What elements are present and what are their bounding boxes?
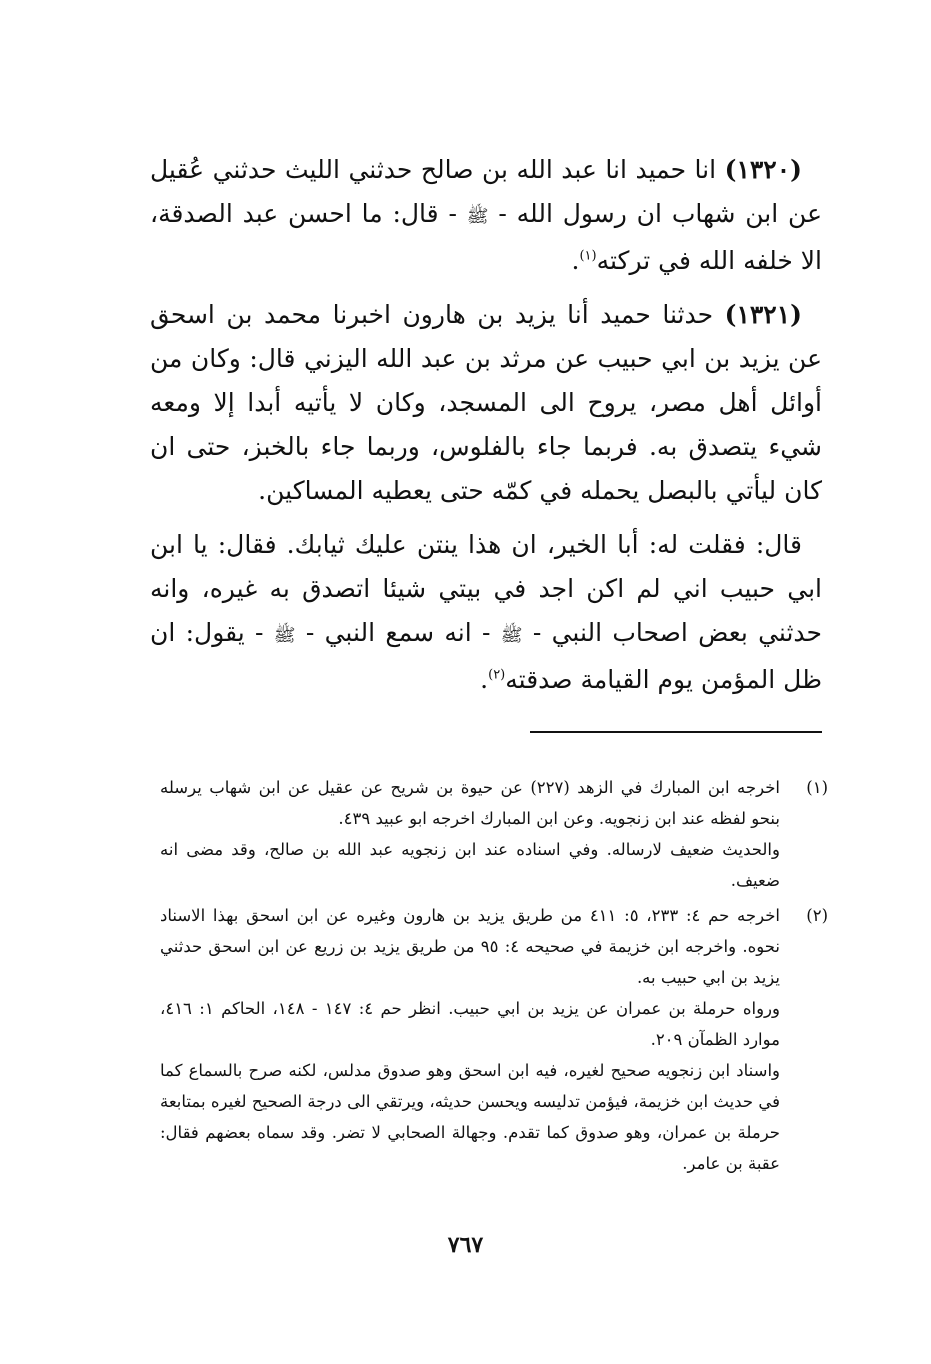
salutation-glyph: ﷺ <box>273 625 296 646</box>
salutation-glyph: ﷺ <box>500 625 523 646</box>
footnote-line: ورواه حرملة بن عمران عن يزيد بن ابي حبيب. انظر حم ٤: ١٤٧ - ١٤٨، الحاكم ١: ٤١٦، موارد الظمآن ٢٠٩. <box>160 999 780 1049</box>
page-number: ٧٦٧ <box>447 1232 484 1258</box>
hadith-text: حدثنا حميد أنا يزيد بن هارون اخبرنا محمد بن اسحق عن يزيد بن ابي حبيب عن مرثد بن عبد الله اليزني قال: وكان من أوائل أهل مصر، يروح الى المسجد، وكان لا يأتيه أبدا إلا ومعه شيء يتصدق به. فربما جاء بالفلوس، وربما جاء بالخبز، حتى ان كان ليأتي بالبصل يحمله في كمّه حتى يعطيه المساكين. <box>150 300 822 505</box>
hadith-text: . <box>571 246 580 275</box>
hadith-text: - قال: ما احسن عبد الصدقة، الا خلفه الله في تركته <box>150 199 822 275</box>
footnote-body <box>160 900 788 1179</box>
hadith-1321 <box>150 293 822 513</box>
hadith-1320 <box>150 148 822 283</box>
footnote-2 <box>160 900 828 1179</box>
footnote-separator <box>530 731 822 733</box>
footnote-1 <box>160 772 828 896</box>
footnote-line: اخرجه حم ٤: ٢٣٣، ٥: ٤١١ من طريق يزيد بن هارون وغيره عن ابن اسحق بهذا الاسناد نحوه. واخرجه ابن خزيمة في صحيحه ٤: ٩٥ من طريق يزيد بن زريع عن ابن اسحق حدثني يزيد بن ابي حبيب به. <box>160 906 780 987</box>
hadith-text: . <box>480 665 489 694</box>
salutation-glyph: ﷺ <box>466 206 489 227</box>
hadith-text: انا حميد انا عبد الله بن صالح حدثني الليث حدثني عُقيل عن ابن شهاب ان رسول الله - <box>150 155 822 228</box>
footnote-body <box>160 772 788 896</box>
footnote-mark: (٢) <box>806 906 828 925</box>
hadith-text: - يقول: ان ظل المؤمن يوم القيامة صدقته <box>150 618 822 694</box>
footnote-ref[interactable]: (٢) <box>488 667 506 683</box>
footnote-line: اخرجه ابن المبارك في الزهد (٢٢٧) عن حيوة بن شريح عن عقيل عن ابن شهاب يرسله بنحو لفظه عند ابن زنجويه. وعن ابن المبارك اخرجه ابو عبيد ٤٣٩. <box>160 778 780 828</box>
footnotes <box>160 772 828 1183</box>
hadith-number: (١٣٢١) <box>724 300 802 329</box>
footnote-line: والحديث ضعيف لارساله. وفي اسناده عند ابن زنجويه عبد الله بن صالح، وقد مضى انه ضعيف. <box>160 840 780 890</box>
footnote-mark: (١) <box>806 778 828 797</box>
footnote-ref[interactable]: (١) <box>579 248 597 264</box>
main-text <box>150 148 822 712</box>
hadith-text: قال: فقلت له: أبا الخير، ان هذا ينتن عليك ثيابك. فقال: يا ابن ابي حبيب اني لم اكن اجد في بيتي شيئا اتصدق به غيره، وانه حدثني بعض اصحاب النبي - <box>150 530 823 647</box>
hadith-text: - انه سمع النبي - <box>305 618 491 647</box>
hadith-number: (١٣٢٠) <box>724 155 802 184</box>
footnote-line: واسناد ابن زنجويه صحيح لغيره، فيه ابن اسحق وهو صدوق مدلس، لكنه صرح بالسماع كما في حديث ابن خزيمة، فيؤمن تدليسه ويحسن حديثه، ويرتقي الى درجة الصحيح لغيره بمتابعة حرملة بن عمران، وهو صدوق كما تقدم. وجهالة الصحابي لا تضر. وقد سماه بعضهم فقال: عقبة بن عامر. <box>160 1061 780 1173</box>
hadith-1321-continued <box>150 523 822 702</box>
